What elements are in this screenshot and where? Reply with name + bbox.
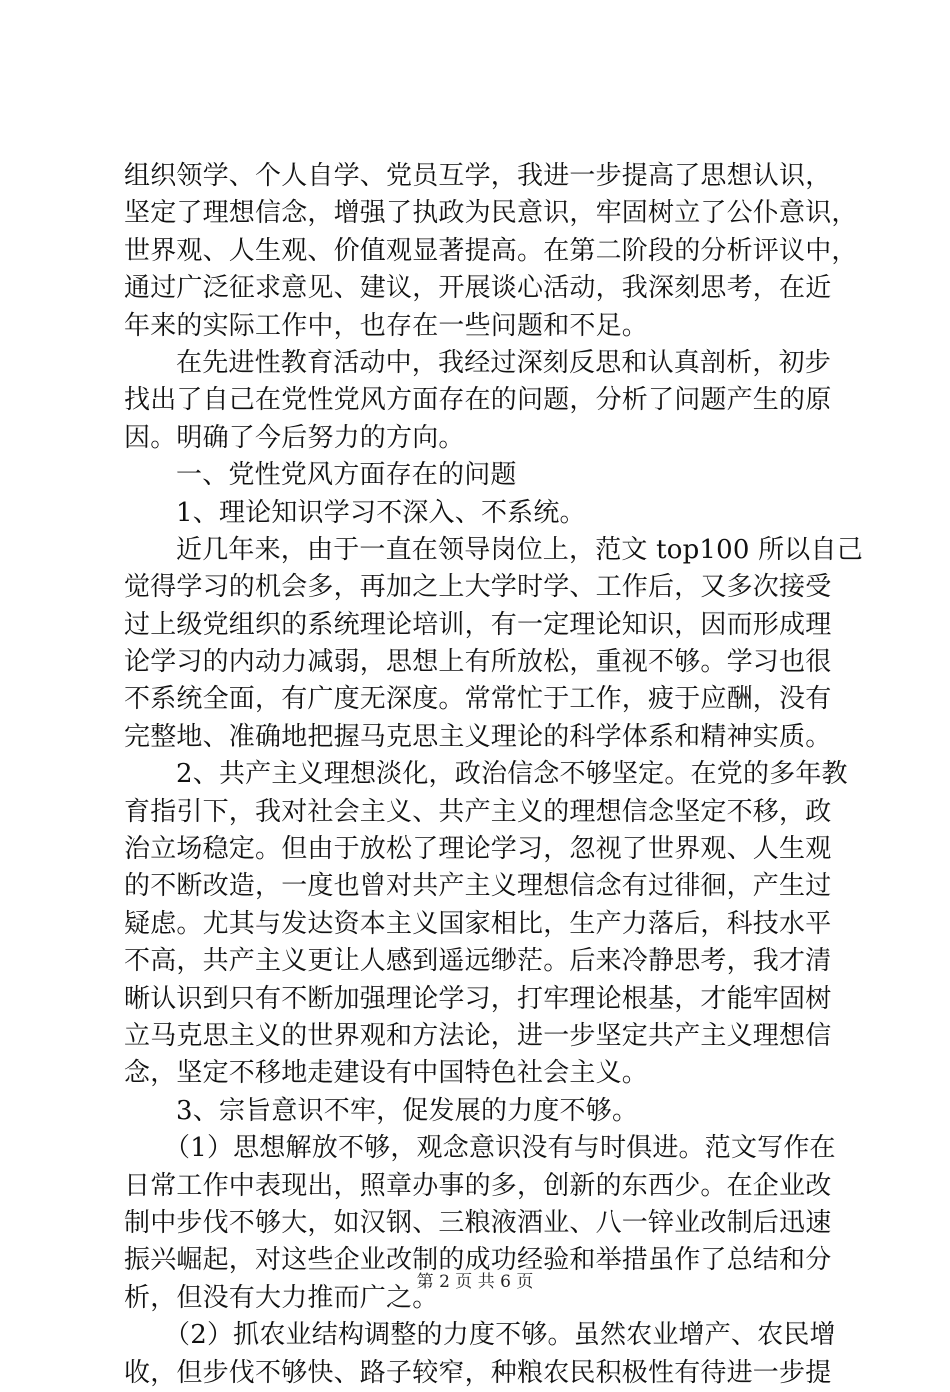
text-line: 完整地、准确地把握马克思主义理论的科学体系和精神实质。 bbox=[124, 721, 832, 752]
text-line: 因。明确了今后努力的方向。 bbox=[124, 422, 465, 453]
subsection-heading: 1、理论知识学习不深入、不系统。 bbox=[176, 497, 586, 528]
text-line: 觉得学习的机会多，再加之上大学时学、工作后，又多次接受 bbox=[124, 572, 832, 603]
text-line: 不系统全面，有广度无深度。常常忙于工作，疲于应酬，没有 bbox=[124, 684, 832, 715]
paragraph-start-line: 2、共产主义理想淡化，政治信念不够坚定。在党的多年教 bbox=[176, 759, 848, 790]
text-line: 世界观、人生观、价值观显著提高。在第二阶段的分析评议中， bbox=[124, 235, 858, 266]
text-line: 年来的实际工作中，也存在一些问题和不足。 bbox=[124, 310, 649, 341]
text-line: 过上级党组织的系统理论培训，有一定理论知识，因而形成理 bbox=[124, 609, 832, 640]
section-heading: 一、党性党风方面存在的问题 bbox=[176, 460, 517, 491]
text-line: 组织领学、个人自学、党员互学，我进一步提高了思想认识， bbox=[124, 161, 832, 191]
page-number-footer: 第 2 页 共 6 页 bbox=[416, 1272, 534, 1292]
text-line: 坚定了理想信念，增强了执政为民意识，牢固树立了公仆意识， bbox=[124, 198, 858, 229]
text-line: 不高，共产主义更让人感到遥远缈茫。后来冷静思考，我才清 bbox=[124, 946, 832, 977]
text-line: 育指引下，我对社会主义、共产主义的理想信念坚定不移，政 bbox=[124, 796, 832, 827]
paragraph-start-line: （1）思想解放不够，观念意识没有与时俱进。范文写作在 bbox=[164, 1133, 836, 1164]
paragraph-start-line: 在先进性教育活动中，我经过深刻反思和认真剖析，初步 bbox=[176, 347, 832, 378]
text-line: 收，但步伐不够快、路子较窄，种粮农民积极性有待进一步提 bbox=[124, 1357, 832, 1388]
text-line: 振兴崛起，对这些企业改制的成功经验和举措虽作了总结和分 bbox=[124, 1245, 832, 1276]
text-line: 论学习的内动力减弱，思想上有所放松，重视不够。学习也很 bbox=[124, 647, 832, 678]
text-line: 通过广泛征求意见、建议，开展谈心活动，我深刻思考，在近 bbox=[124, 273, 832, 304]
document-body bbox=[124, 158, 863, 1392]
subsection-heading: 3、宗旨意识不牢，促发展的力度不够。 bbox=[176, 1095, 639, 1126]
text-line: 析，但没有大力推而广之。 bbox=[124, 1282, 439, 1313]
text-line: 日常工作中表现出，照章办事的多，创新的东西少。在企业改 bbox=[124, 1170, 832, 1201]
paragraph-start-line: 近几年来，由于一直在领导岗位上，范文 top100 所以自己 bbox=[176, 534, 863, 565]
text-line: 疑虑。尤其与发达资本主义国家相比，生产力落后，科技水平 bbox=[124, 908, 832, 939]
text-line: 制中步伐不够大，如汉钢、三粮液酒业、八一锌业改制后迅速 bbox=[124, 1207, 832, 1238]
paragraph-start-line: （2）抓农业结构调整的力度不够。虽然农业增产、农民增 bbox=[164, 1320, 836, 1351]
text-line: 找出了自己在党性党风方面存在的问题，分析了问题产生的原 bbox=[124, 385, 832, 416]
text-line: 立马克思主义的世界观和方法论，进一步坚定共产主义理想信 bbox=[124, 1020, 832, 1051]
text-line: 治立场稳定。但由于放松了理论学习，忽视了世界观、人生观 bbox=[124, 834, 832, 865]
text-line: 念，坚定不移地走建设有中国特色社会主义。 bbox=[124, 1058, 649, 1089]
text-line: 晰认识到只有不断加强理论学习，打牢理论根基，才能牢固树 bbox=[124, 983, 832, 1014]
text-line: 的不断改造，一度也曾对共产主义理想信念有过徘徊，产生过 bbox=[124, 871, 832, 902]
